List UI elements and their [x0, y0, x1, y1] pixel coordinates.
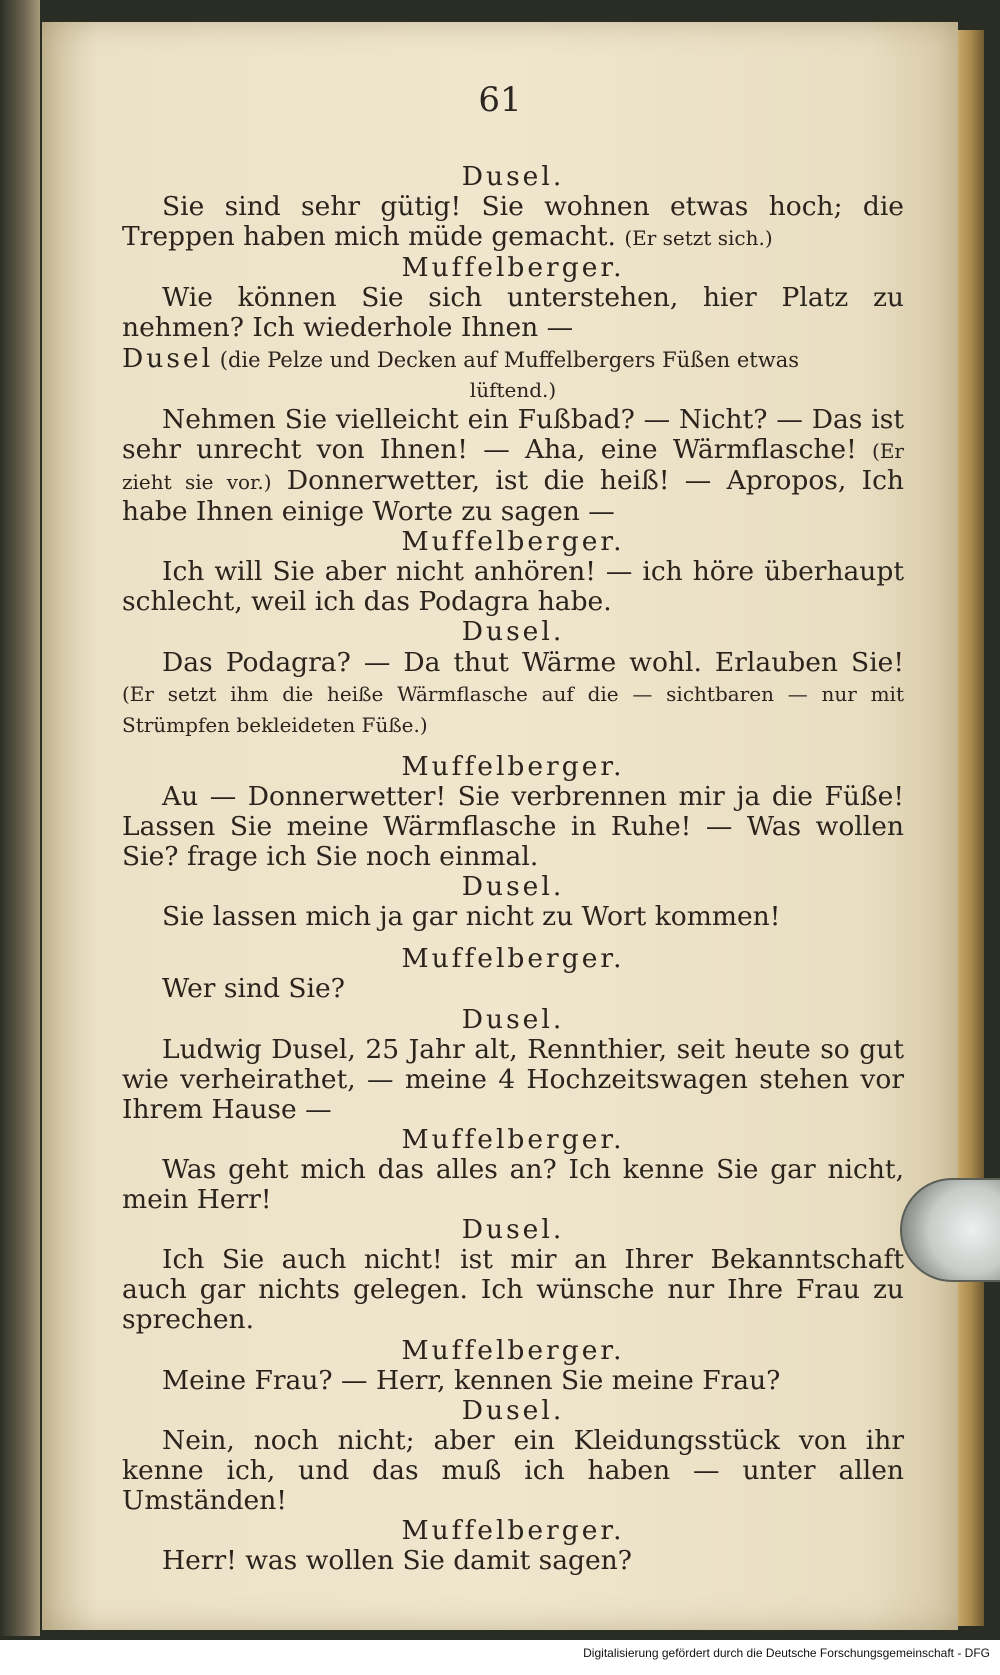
- dialogue-paragraph: Ich Sie auch nicht! ist mir an Ihrer Bekanntschaft auch gar nichts gelegen. Ich wünsche nur Ihre Frau zu sprechen.: [122, 1244, 904, 1336]
- book-spine-shadow: [0, 0, 40, 1636]
- dialogue-paragraph: Au — Donnerwetter! Sie verbrennen mir ja die Füße! Lassen Sie meine Wärmflasche in Ruhe! — Was wollen Sie? frage ich Sie noch einmal.: [122, 780, 904, 873]
- dialogue-paragraph: Meine Frau? — Herr, kennen Sie meine Frau?: [162, 1364, 781, 1396]
- page-clip-icon: [900, 1178, 1000, 1282]
- speaker-name: Dusel.: [461, 1394, 565, 1426]
- stage-direction: (Er zieht sie vor.): [122, 438, 904, 494]
- speaker-name: Muffelberger.: [401, 943, 625, 975]
- stage-direction-line: Dusel (die Pelze und Decken auf Muffelbergers Füßen etwas: [122, 342, 800, 374]
- stage-direction-tail: lüftend.): [469, 377, 557, 402]
- dialogue-paragraph: Nehmen Sie vielleicht ein Fußbad? — Nicht? — Das ist sehr unrecht von Ihnen! — Aha, eine Wärmflasche! (Er zieht sie vor.) Donnerwetter, ist die heiß! — Apropos, Ich habe Ihnen einige Worte zu sagen —: [122, 403, 904, 528]
- funding-credit: Digitalisierung gefördert durch die Deutsche Forschungsgemeinschaft - DFG: [583, 1646, 990, 1660]
- digitization-footer: [0, 1640, 1000, 1675]
- speaker-name: Dusel.: [461, 1214, 565, 1246]
- dialogue-paragraph: Sie lassen mich ja gar nicht zu Wort kommen!: [162, 901, 781, 933]
- stage-direction: (Er setzt sich.): [624, 226, 773, 251]
- dialogue-paragraph: Sie sind sehr gütig! Sie wohnen etwas hoch; die Treppen haben mich müde gemacht. (Er setzt sich.): [122, 191, 904, 253]
- speaker-name: Muffelberger.: [401, 750, 625, 782]
- speaker-name: Muffelberger.: [401, 1123, 625, 1155]
- speaker-name: Muffelberger.: [401, 526, 625, 558]
- dialogue-paragraph: Was geht mich das alles an? Ich kenne Sie gar nicht, mein Herr!: [122, 1154, 904, 1216]
- dialogue-paragraph: Wer sind Sie?: [162, 973, 345, 1005]
- stage-direction: (Er setzt ihm die heiße Wärmflasche auf die — sichtbaren — nur mit Strümpfen bekleideten Füße.): [122, 681, 904, 737]
- speaker-name: Dusel.: [461, 1003, 565, 1035]
- speaker-name: Dusel.: [461, 161, 565, 192]
- page-text: [122, 162, 904, 1576]
- page-number: 61: [478, 80, 522, 120]
- page-edge: [958, 30, 984, 1626]
- dialogue-paragraph: Nein, noch nicht; aber ein Kleidungsstück von ihr kenne ich, und das muß ich haben — unter allen Umständen!: [122, 1424, 904, 1517]
- speaker-name: Muffelberger.: [401, 1334, 625, 1366]
- speaker-name: Muffelberger.: [401, 252, 625, 284]
- book-page: [42, 22, 958, 1630]
- speaker-name: Muffelberger.: [401, 1515, 625, 1547]
- dialogue-paragraph: Ludwig Dusel, 25 Jahr alt, Rennthier, seit heute so gut wie verheirathet, — meine 4 Hochzeitswagen stehen vor Ihrem Hause —: [122, 1033, 904, 1125]
- speaker-name-inline: Dusel: [122, 342, 214, 374]
- dialogue-paragraph: Das Podagra? — Da thut Wärme wohl. Erlauben Sie! (Er setzt ihm die heiße Wärmflasche auf die — sichtbaren — nur mit Strümpfen bekleideten Füße.): [122, 646, 904, 737]
- dialogue-paragraph: Ich will Sie aber nicht anhören! — ich höre überhaupt schlecht, weil ich das Podagra habe.: [122, 556, 904, 618]
- dialogue-paragraph: Wie können Sie sich unterstehen, hier Platz zu nehmen? Ich wiederhole Ihnen —: [122, 282, 904, 344]
- speaker-name: Dusel.: [461, 616, 565, 648]
- speaker-name: Dusel.: [461, 871, 565, 903]
- dialogue-paragraph: Herr! was wollen Sie damit sagen?: [162, 1545, 632, 1577]
